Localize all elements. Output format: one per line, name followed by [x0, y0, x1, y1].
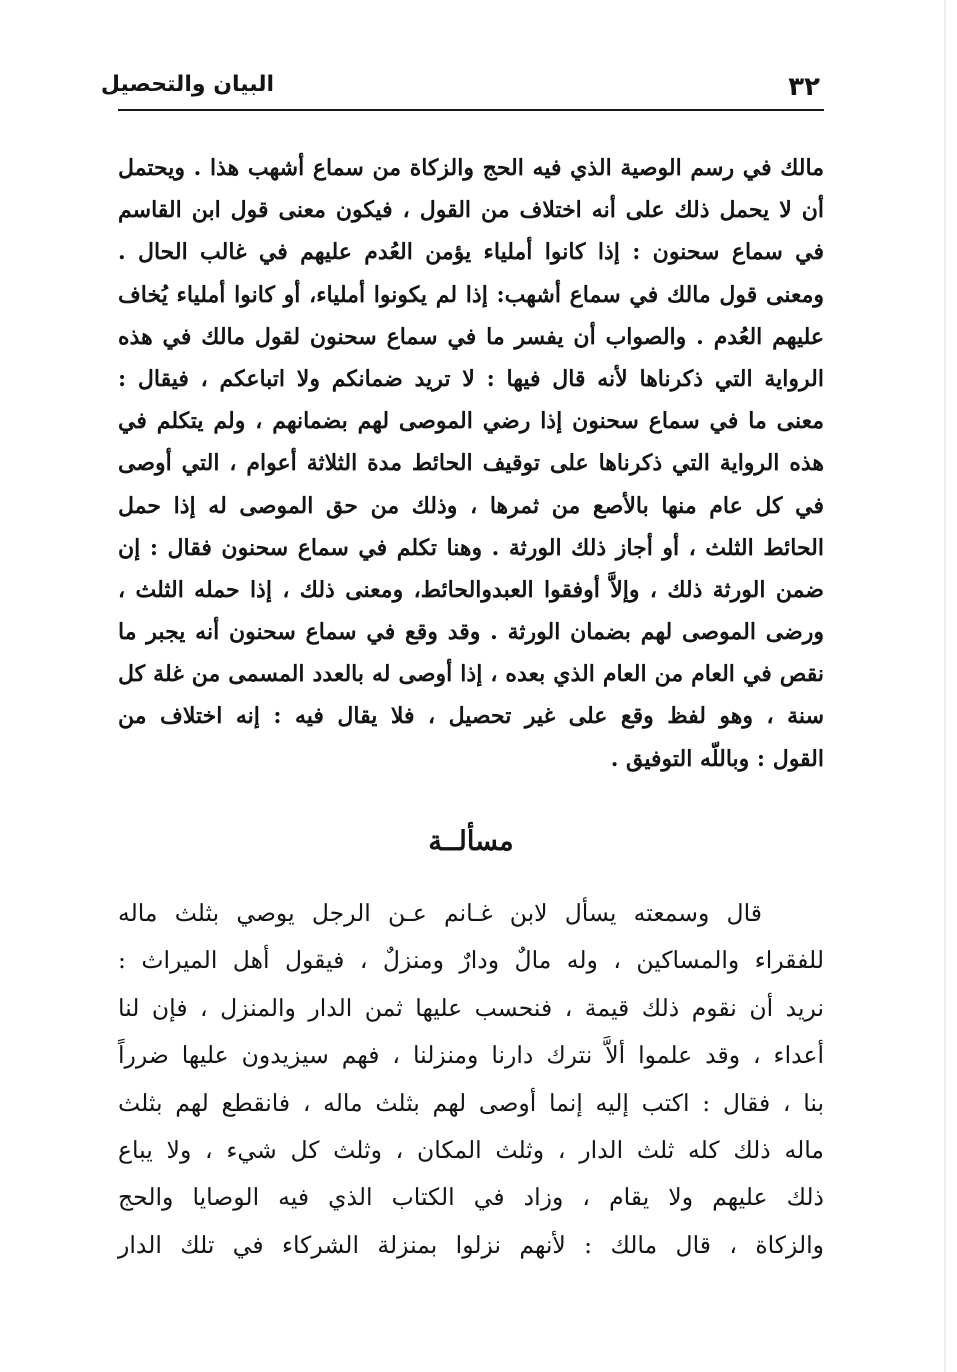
text-line: في سماع سحنون : إذا كانوا أملياء يؤمن العُدم عليهم في غالب الحال . [118, 239, 824, 266]
running-title: البيان والتحصيل [100, 72, 274, 97]
text-line: ورضى الموصى لهم بضمان الورثة . وقد وقع في سماع سحنون أنه يجبر ما [118, 619, 824, 646]
text-line: الحائط الثلث ، أو أجاز ذلك الورثة . وهنا تكلم في سماع سحنون فقال : إن [118, 534, 824, 561]
text-line: القول : وباللّه التوفيق . [610, 745, 824, 772]
main-text [118, 890, 824, 1269]
text-line: ماله ذلك كله ثلث الدار ، وثلث المكان ، وثلث كل شيء ، ولا يباع [118, 1135, 824, 1164]
text-line: في كل عام منها بالأصع من ثمرها ، وذلك من حق الموصى له إذا حمل [118, 492, 824, 519]
text-line: عليهم العُدم . والصواب أن يفسر ما في سماع سحنون لقول مالك في هذه [118, 323, 824, 350]
page-header [100, 70, 824, 108]
text-line: قال وسمعته يسأل لابن غـانم عـن الرجل يوصي بثلث ماله [118, 899, 762, 927]
text-line: مالك في رسم الوصية الذي فيه الحج والزكاة من سماع أشهب هذا . ويحتمل [118, 155, 824, 181]
text-line: بنا ، فقال : اكتب إليه إنما أوصى لهم بثلث ماله ، فانقطع لهم بثلث [118, 1088, 824, 1117]
text-line: أعداء ، وقد علموا ألاَّ نترك دارنا ومنزلنا ، فهم سيزيدون عليها ضرراً [118, 1041, 824, 1070]
text-line: أن لا يحمل ذلك على أنه اختلاف من القول ، فيكون معنى قول ابن القاسم [118, 197, 824, 224]
text-line: ومعنى قول مالك في سماع أشهب: إذا لم يكونوا أملياء، أو كانوا أملياء يُخاف [118, 281, 824, 308]
text-line: والزكاة ، قال مالك : لأنهم نزلوا بمنزلة الشركاء في تلك الدار [118, 1230, 824, 1259]
text-line: للفقراء والمساكين ، وله مالٌ ودارٌ ومنزلٌ ، فيقول أهل الميراث : [118, 946, 824, 975]
scan-edge [944, 0, 946, 1372]
text-line: الرواية التي ذكرناها لأنه قال فيها : لا تريد ضمانكم ولا اتباعكم ، فيقال : [118, 365, 825, 392]
text-line: نقص في العام من العام الذي بعده ، إذا أوصى له بالعدد المسمى من غلة كل [118, 661, 824, 688]
text-line: سنة ، وهو لفظ وقع على غير تحصيل ، فلا يقال فيه : إنه اختلاف من [118, 703, 824, 730]
text-line: ضمن الورثة ذلك ، وإلاَّ أوفقوا العبدوالحائط، ومعنى ذلك ، إذا حمله الثلث ، [118, 576, 824, 603]
page-number: ٣٢ [788, 72, 820, 102]
text-line: معنى ما في سماع سحنون إذا رضي الموصى لهم بضمانهم ، ولم يتكلم في [118, 408, 824, 435]
header-rule [118, 109, 824, 111]
commentary-text [118, 147, 824, 780]
text-line: ذلك عليهم ولا يقام ، وزاد في الكتاب الذي فيه الوصايا والحج [118, 1183, 824, 1212]
text-line: هذه الرواية التي ذكرناها على توقيف الحائط مدة الثلاثة أعوام ، التي أوصى [118, 450, 824, 477]
section-heading: مسألــة [428, 826, 514, 857]
text-line: نريد أن نقوم ذلك قيمة ، فنحسب عليها ثمن الدار والمنزل ، فإن لنا [118, 993, 824, 1022]
